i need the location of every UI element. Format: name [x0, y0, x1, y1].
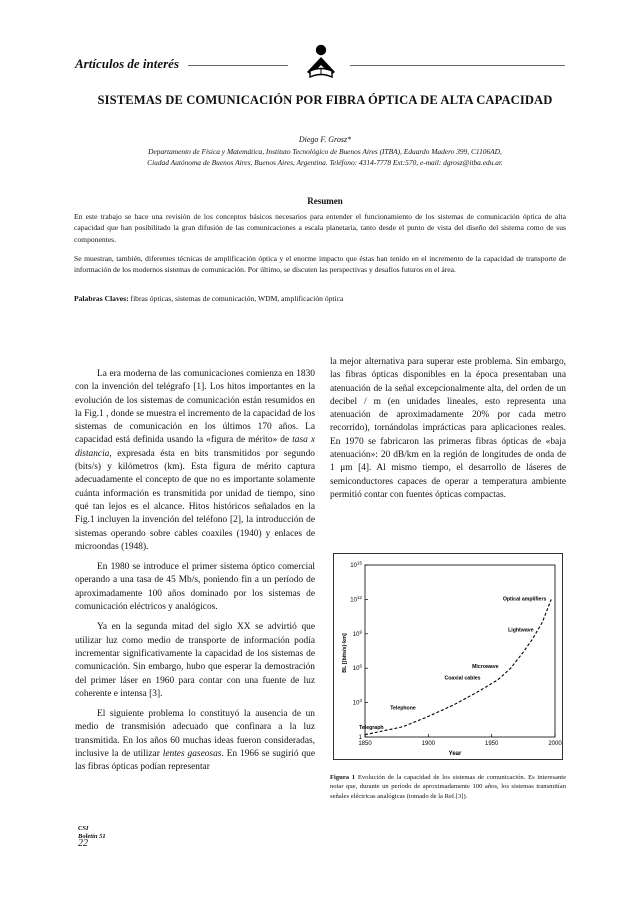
x-tick-label-2: 1950	[484, 741, 499, 747]
x-tick-label-3: 2000	[548, 741, 562, 747]
figure-1-caption	[330, 773, 566, 801]
header-rule-left	[188, 65, 288, 66]
annotation-coaxial-cables: Coaxial cables	[444, 675, 481, 682]
body-paragraph-4-text-b: . En 1966 se sugirió que las fibras ópticas podían representar	[75, 749, 315, 773]
abstract-heading: Resumen	[307, 196, 343, 206]
body-paragraph-3: Ya en la segunda mitad del siglo XX se advirtió que utilizar luz como medio de transporte de información podía incrementar significativamente la capacidad de los sistemas de comunicación. Sin embargo, hubo que esperar la demostración del primer láser en 1960 para contar con una fuente de luz coherente e intensa [3].	[75, 622, 315, 699]
y-tick-label-2: $10^9$	[352, 629, 362, 638]
y-axis-label: BL [(bits/s)·km]	[342, 633, 348, 673]
body-paragraph-1	[75, 368, 315, 554]
annotation-microwave: Microwave	[472, 664, 499, 671]
page-number: 22	[78, 838, 88, 849]
annotation-lightwave: Lightwave	[508, 627, 534, 634]
header-rule-right	[350, 65, 565, 66]
footer-journal-name: CSI	[78, 825, 89, 832]
y-tick-label-3: $10^6$	[352, 663, 362, 673]
figure-1-chart	[333, 553, 563, 760]
body-paragraph-4-text-a: El siguiente problema lo constituyó la ausencia de un medio de transmisión adecuado que confinara a la luz transmitida. En los años 60 muchas ideas fueron consideradas, inclusive la de utilizar	[75, 709, 315, 760]
body-paragraph-4-emphasis: lentes gaseosas	[162, 749, 222, 760]
abstract-paragraph-2: Se muestran, también, diferentes técnicas de amplificación óptica y el enorme impacto que éstas han tenido en el incremento de la capacidad de transporte de información de los modernos sistemas de comunicación. Por último, se discuten las perspectivas y desafíos futuros en el área.	[74, 254, 566, 275]
y-tick-label-4: $10^3$	[352, 698, 362, 707]
author-name: Diego F. Grosz*	[298, 135, 352, 144]
article-title: SISTEMAS DE COMUNICACIÓN POR FIBRA ÓPTICA DE ALTA CAPACIDAD	[97, 93, 553, 107]
keywords-list: fibras ópticas, sistemas de comunicación, WDM, amplificación óptica	[128, 294, 344, 303]
y-tick-label-5: 1	[358, 735, 362, 741]
figure-caption-text: Evolución de la capacidad de los sistemas de comunicación. Es interesante notar que, durante un período de aproximadamente 100 años, los sistemas transmitían señales eléctricas analógicas (tomado de la Ref.[3]).	[330, 774, 566, 800]
body-column-right	[330, 356, 566, 509]
figure-caption-label: Figura 1	[330, 774, 356, 781]
annotation-optical-amplifiers: Optical amplifiers	[502, 596, 547, 603]
body-paragraph-1-text-b: , expresada ésta en bits transmitidos por segundo (bits/s) y kilómetros (km). Esta figura de mérito captura adecuadamente el concepto de que no es importante solamente cuánta información es transmitida por unidad de tiempo, sino qué tan lejos es el alcance. Hitos históricos señalados en la Fig.1 incluyen la invención del teléfono [2], la introducción de sistemas operando sobre cables coaxiles (1940) y enlaces de microondas (1948).	[75, 448, 315, 552]
body-paragraph-4	[75, 708, 315, 774]
x-axis-label: Year	[448, 751, 462, 757]
body-column-left	[75, 368, 315, 782]
annotation-telegraph: Telegraph	[359, 724, 384, 731]
reader-logo-icon	[304, 44, 338, 80]
body-paragraph-2: En 1980 se introduce el primer sistema óptico comercial operando a una tasa de 45 Mb/s, poniendo fin a un período de aproximadamente 100 años dominado por los sistemas de comunicación eléctricos y analógicos.	[75, 562, 315, 613]
x-tick-label-0: 1850	[358, 741, 372, 747]
body-paragraph-5: la mejor alternativa para superar este problema. Sin embargo, las fibras ópticas disponibles en la época presentaban una atenuación de la señal excepcionalmente alta, del orden de un decibel / m (en unidades lineales, esto representa una atenuación de aproximadamente 20% por cada metro recorrido), tornándolas imprácticas para aplicaciones reales. En 1970 se fabricaron las primeras fibras ópticas de «baja atenuación»: 20 dB/km en la región de longitudes de onda de 1 μm [4]. Al mismo tiempo, el desarrollo de láseres de semiconductores capaces de operar a temperatura ambiente permitió contar con fuentes ópticas compactas.	[330, 357, 566, 500]
annotation-telephone: Telephone	[390, 705, 416, 712]
keywords	[74, 294, 566, 303]
abstract-paragraph-1: En este trabajo se hace una revisión de los conceptos básicos necesarios para entender el funcionamiento de los sistemas de comunicación óptica de alta capacidad que han posibilitado la gran difusión de las comunicaciones a escala planetaria, tanto desde el punto de vista del diseño del sistema como de sus componentes.	[74, 212, 566, 244]
author-affiliation-line1: Departamento de Física y Matemática, Instituto Tecnológico de Buenos Aires (ITBA), Eduardo Madero 399, C1106AD,	[148, 147, 502, 156]
author-affiliation-line2: Ciudad Autónoma de Buenos Aires, Buenos Aires, Argentina. Teléfono: 4314-7778 Ext:570, e-mail: dgrosz@itba.edu.ar.	[147, 158, 503, 167]
footer-journal-issue: Boletín 51	[78, 833, 106, 840]
keywords-label: Palabras Claves:	[74, 294, 129, 303]
y-tick-label-0: $10^{15}$	[350, 560, 362, 569]
x-tick-label-1: 1900	[421, 741, 436, 747]
body-paragraph-1-emphasis: tasa x distancia	[75, 435, 315, 459]
body-paragraph-1-text-a: La era moderna de las comunicaciones comienza en 1830 con la invención del telégrafo [1]. Los hitos importantes en la evolución de los sistemas de comunicación están resumidos en la Fig.1 , donde se muestra el incremento de la capacidad de los sistemas de comunicación en los últimos 170 años. La capacidad está definida usando la «figura de mérito» de	[75, 369, 315, 446]
section-label: Artículos de interés	[75, 56, 180, 71]
y-tick-label-1: $10^{12}$	[350, 594, 362, 604]
